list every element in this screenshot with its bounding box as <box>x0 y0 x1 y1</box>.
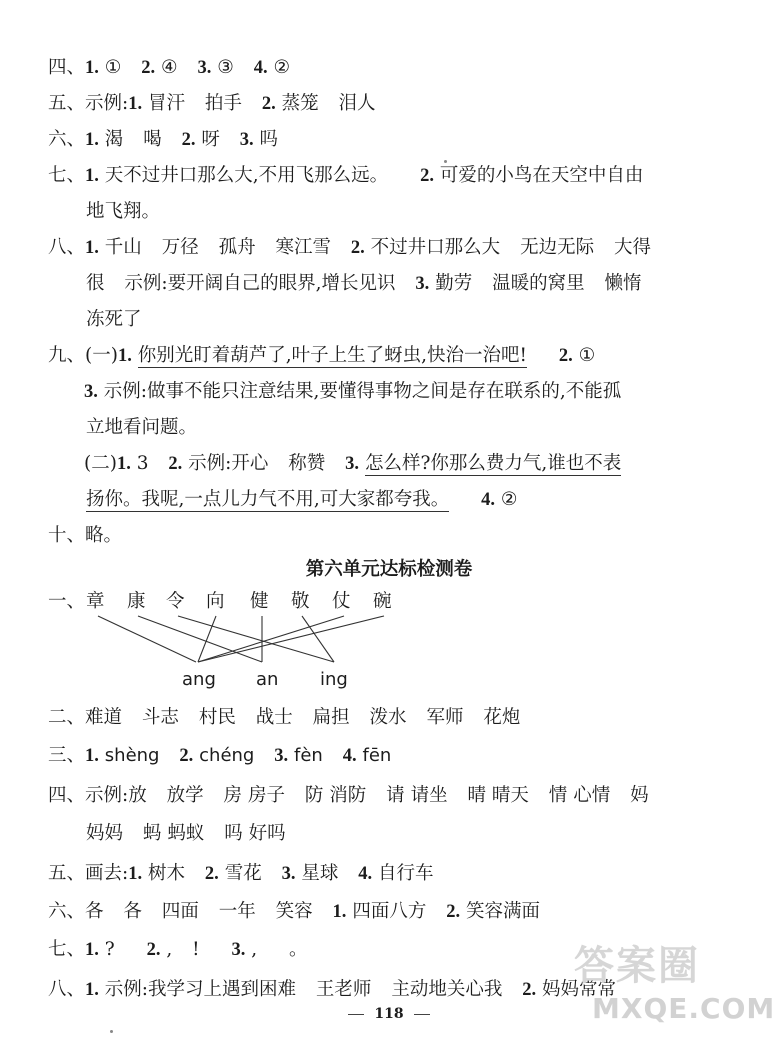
answer-line-9-3-cont: 立地看问题。 <box>86 417 198 438</box>
answer-line-s6: 六、各 各 四面 一年 笑容 1. 四面八方 2. 笑容满面 <box>48 901 540 922</box>
question-number: 二、 <box>48 707 86 728</box>
question-number: 四、 <box>48 785 86 806</box>
match-line <box>178 616 334 662</box>
answer-line-s4-cont: 妈妈 蚂 蚂蚁 吗 好吗 <box>86 823 286 844</box>
scan-dot <box>110 1030 113 1033</box>
answer-line-s4: 四、示例:放 放学 房 房子 防 消防 请 请坐 晴 晴天 情 心情 妈 <box>48 785 649 806</box>
page-number: 118 <box>0 1004 778 1024</box>
match-line <box>138 616 262 662</box>
match-line <box>98 616 196 662</box>
question-number: 四、 <box>48 57 86 78</box>
match-line <box>198 616 384 662</box>
match-char: 章 <box>86 591 105 612</box>
match-char: 碗 <box>373 591 392 612</box>
question-number: 五、 <box>48 863 86 884</box>
answer-line-7: 七、1. 天不过井口那么大,不用飞那么远。 2. 可爱的小鸟在天空中自由 <box>48 165 644 186</box>
question-number: 六、 <box>48 129 86 150</box>
answer-line-9-3: 3. 示例:做事不能只注意结果,要懂得事物之间是存在联系的,不能孤 <box>84 381 622 402</box>
answer-line-s2: 二、难道 斗志 村民 战士 扁担 泼水 军师 花炮 <box>48 707 521 728</box>
match-line <box>198 616 344 662</box>
answer-line-7-cont: 地飞翔。 <box>86 201 161 222</box>
answer-line-s3: 三、1. shèng 2. chéng 3. fèn 4. fēn <box>48 745 392 766</box>
question-number: 九、 <box>48 345 86 366</box>
section-title: 第六单元达标检测卷 <box>305 559 473 580</box>
watermark-logo: 答案圈 MXQE.COM <box>574 943 776 1025</box>
match-line <box>198 616 216 662</box>
answer-line-s7: 七、1. ? 2. , ! 3. , 。 <box>48 939 308 960</box>
match-final: an <box>256 669 279 690</box>
underlined-answer: 你别光盯着葫芦了,叶子上生了蚜虫,快治一治吧! <box>137 345 527 366</box>
answer-line-5: 五、示例:1. 冒汗 拍手 2. 蒸笼 泪人 <box>48 93 376 114</box>
answer-line-s8: 八、1. 示例:我学习上遇到困难 王老师 主动地关心我 2. 妈妈常常 <box>48 979 616 1000</box>
question-number: 七、 <box>48 939 86 960</box>
match-char: 敬 <box>291 591 310 612</box>
answer-line-8-cont2: 冻死了 <box>86 309 142 330</box>
answer-line-8-cont: 很 示例:要开阔自己的眼界,增长见识 3. 勤劳 温暖的窝里 懒惰 <box>86 273 642 294</box>
match-char: 健 <box>250 591 269 612</box>
question-number: 七、 <box>48 165 86 186</box>
match-char: 令 <box>166 591 185 612</box>
match-line <box>302 616 334 662</box>
scan-dot <box>444 160 447 163</box>
match-char: 仗 <box>332 591 351 612</box>
answer-line-9-part2-cont: 扬你。我呢,一点儿力气不用,可大家都夸我。 4. ② <box>86 489 518 510</box>
match-final: ang <box>182 669 216 690</box>
underlined-answer: 怎么样?你那么费力气,谁也不表 <box>364 453 622 474</box>
question-number: 三、 <box>48 745 86 766</box>
question-number: 六、 <box>48 901 86 922</box>
question-number: 五、 <box>48 93 86 114</box>
question-number: 八、 <box>48 237 86 258</box>
matching-number: 一、 <box>48 591 86 612</box>
answer-line-s5: 五、画去:1. 树木 2. 雪花 3. 星球 4. 自行车 <box>48 863 434 884</box>
question-number: 八、 <box>48 979 86 1000</box>
match-char: 向 <box>206 591 225 612</box>
underlined-answer: 扬你。我呢,一点儿力气不用,可大家都夸我。 <box>86 489 450 510</box>
answer-line-9: 九、(一)1. 你别光盯着葫芦了,叶子上生了蚜虫,快治一治吧! 2. ① <box>48 345 596 366</box>
answer-line-8: 八、1. 千山 万径 孤舟 寒江雪 2. 不过井口那么大 无边无际 大得 <box>48 237 651 258</box>
question-number: 十、 <box>48 525 86 546</box>
answer-line-9-part2: (二)1. 3 2. 示例:开心 称赞 3. 怎么样?你那么费力气,谁也不表 <box>84 453 622 474</box>
answer-line-4: 四、1. ① 2. ④ 3. ③ 4. ② <box>48 57 291 78</box>
answer-line-6: 六、1. 渴 喝 2. 呀 3. 吗 <box>48 129 279 150</box>
match-final: ing <box>320 669 348 690</box>
answer-line-10: 十、略。 <box>48 525 123 546</box>
match-char: 康 <box>127 591 146 612</box>
